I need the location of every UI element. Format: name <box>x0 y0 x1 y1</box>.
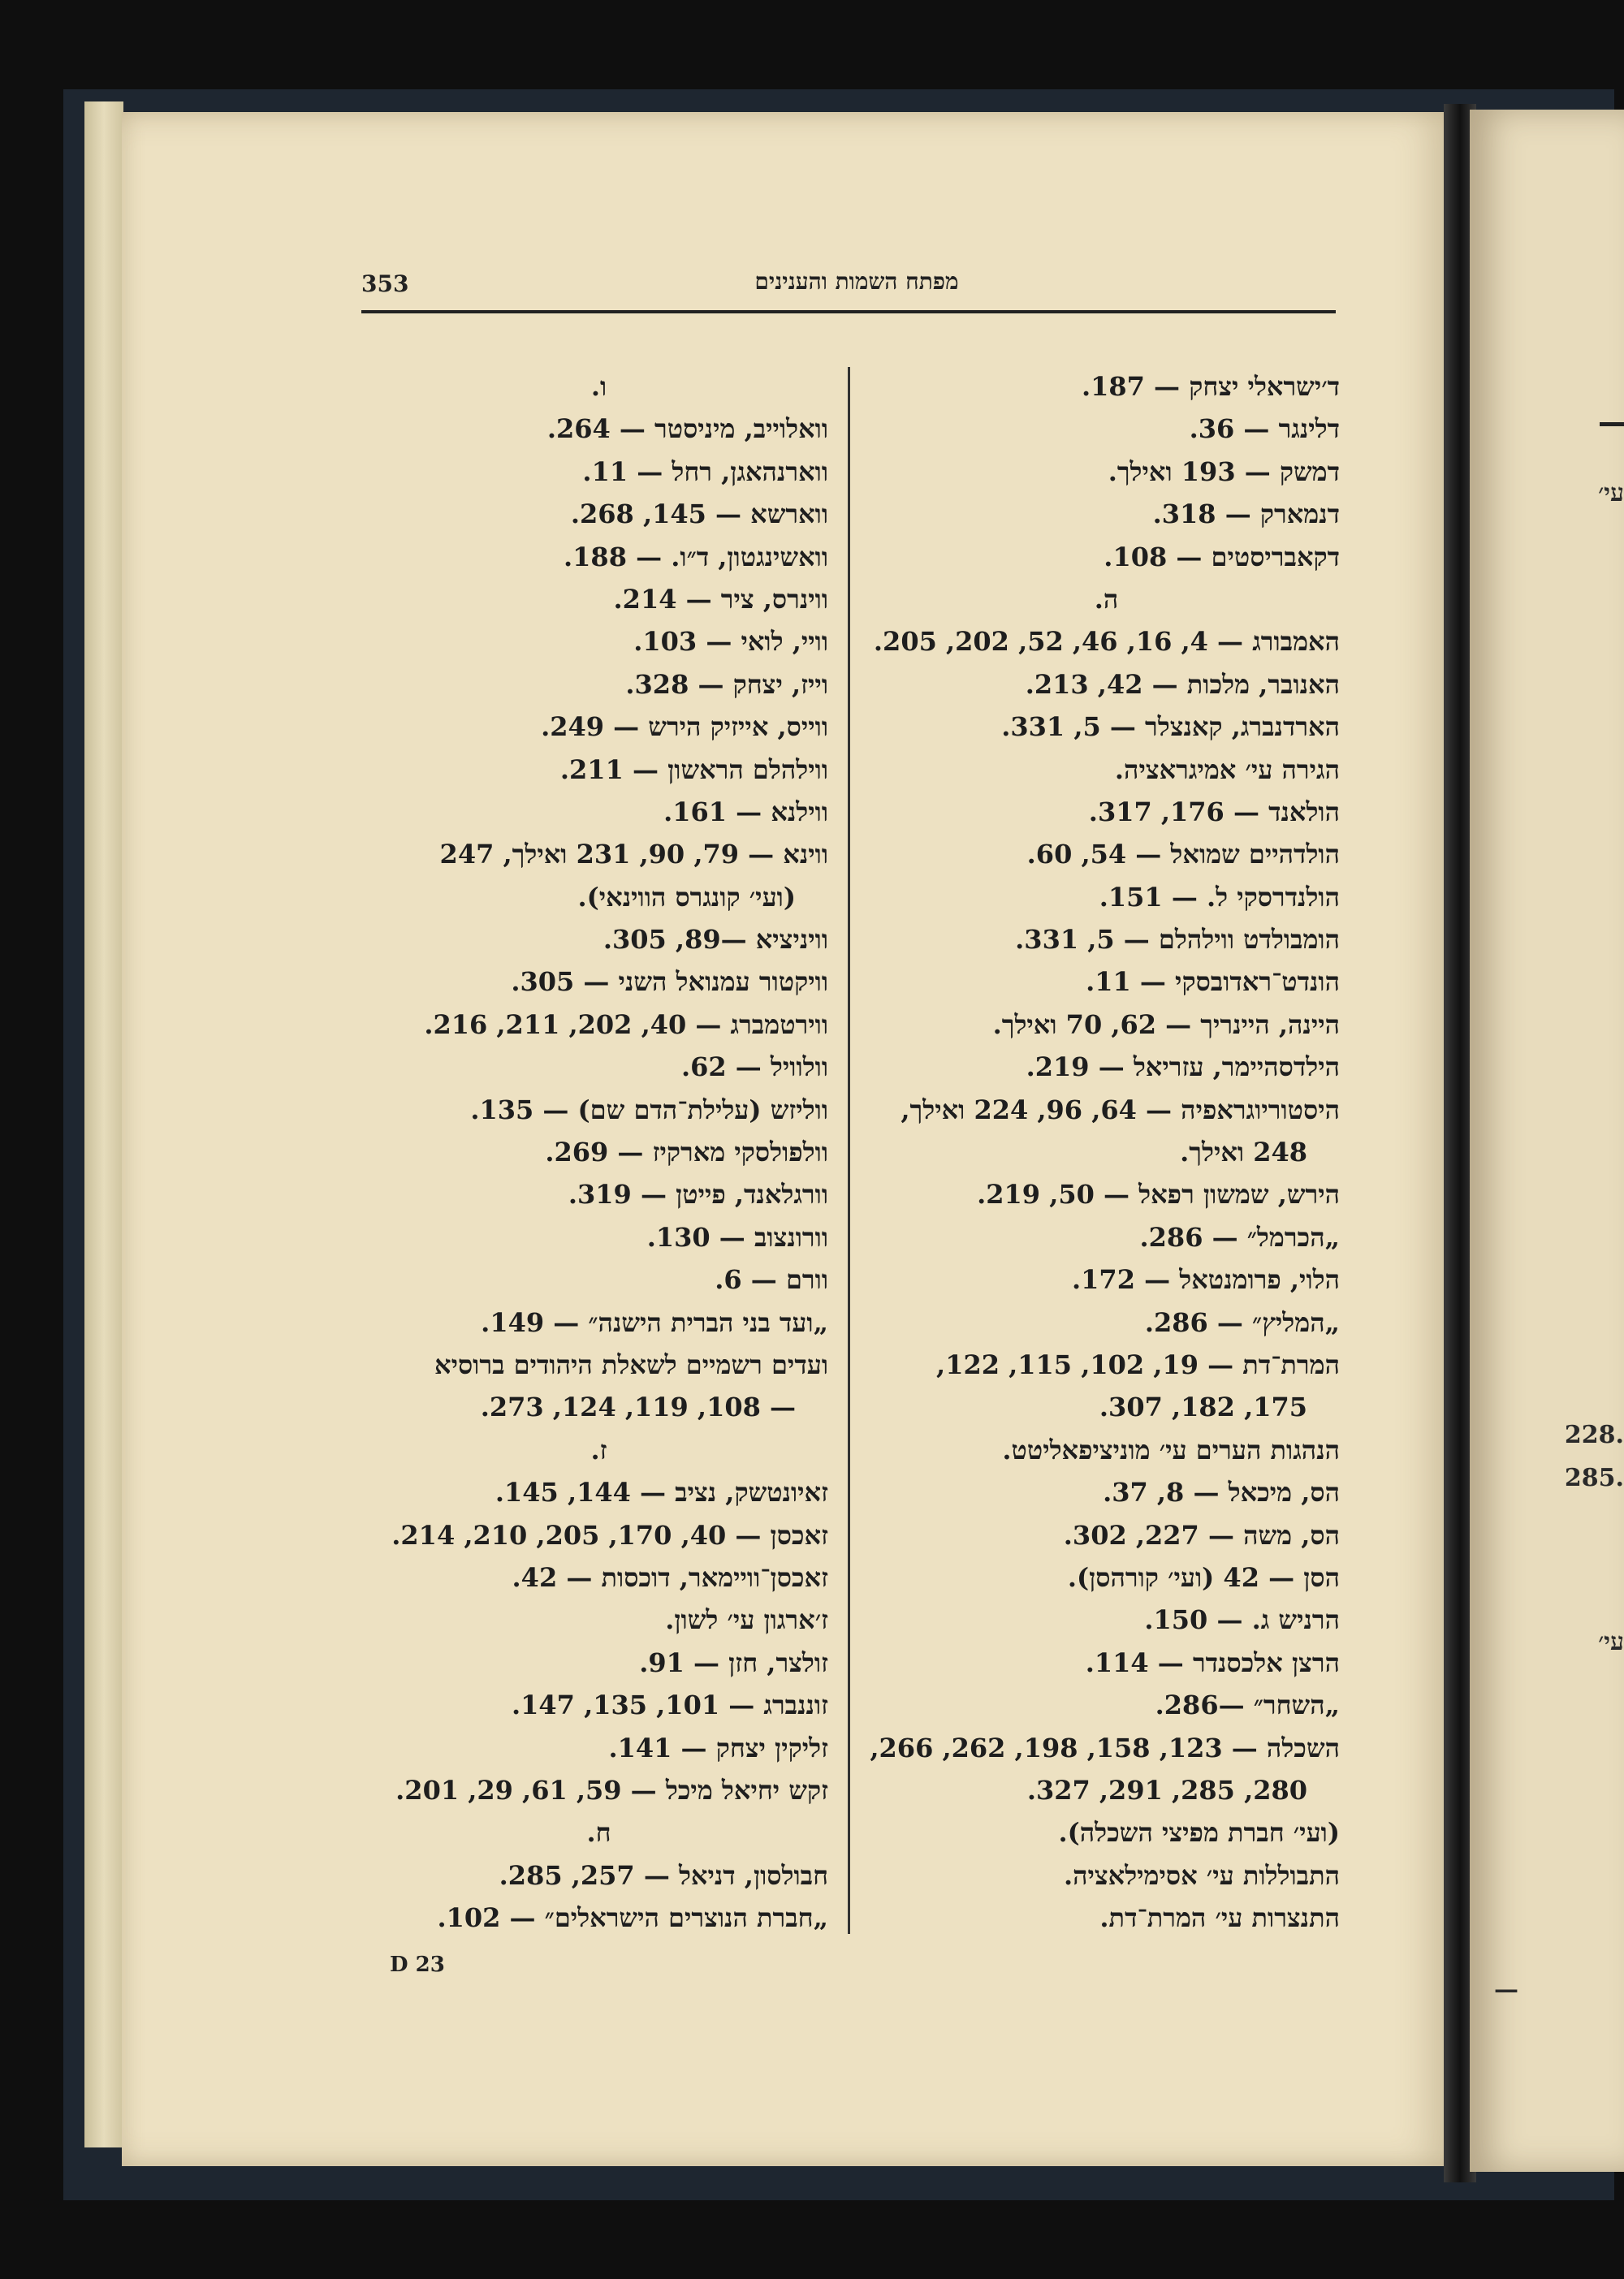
index-entry: האמבורג — 4, 16, 46, 52, 202, 205. <box>873 626 1340 658</box>
facing-page-fragment: עי׳ <box>1598 1628 1624 1656</box>
index-entry: דקאבריסטים — 108. <box>1104 541 1340 572</box>
index-entry: ד׳ישראלי יצחק — 187. <box>1081 371 1340 402</box>
facing-page-fragment: עי׳ <box>1598 479 1624 507</box>
index-entry: הגירה עי׳ אמיגראציה. <box>1114 753 1340 785</box>
section-letter: ה. <box>1094 583 1119 615</box>
facing-page-fragment: — <box>1494 1975 1518 2004</box>
index-entry: וואשינגטון, ד״ו. — 188. <box>564 541 828 572</box>
index-entry: זוננברג — 101, 135, 147. <box>512 1690 828 1721</box>
facing-page-fragment: 285. <box>1564 1464 1624 1492</box>
index-entry: „המליץ״ — 286. <box>1144 1306 1340 1338</box>
index-entry-continuation: — 108, 119, 124, 273. <box>480 1392 796 1423</box>
index-entry: היינה, היינריך — 62, 70 ואילך. <box>992 1008 1340 1040</box>
index-entry: חבולסון, דניאל — 257, 285. <box>499 1859 828 1891</box>
index-entry: „ועד בני הברית הישנה״ — 149. <box>481 1306 828 1338</box>
section-letter: ו. <box>590 371 607 402</box>
index-entry: הירש, שמשון רפאל — 50, 219. <box>977 1179 1340 1211</box>
index-entry: דלינגר — 36. <box>1189 413 1340 445</box>
index-entry-continuation: (ועי׳ קונגרס הווינאי). <box>577 881 796 913</box>
index-entry: היסטוריוגראפיה — 64, 96, 224 ואילך, <box>901 1094 1340 1125</box>
index-entry: וורם — 6. <box>715 1264 828 1296</box>
header-rule <box>361 310 1336 313</box>
index-entry: זאיונטשק, נציב — 144, 145. <box>495 1477 828 1509</box>
index-entry: הס, מיכאל — 8, 37. <box>1103 1477 1340 1509</box>
index-entry: דמשק — 193 ואילך. <box>1108 455 1340 487</box>
index-entry: ווילהלם הראשון — 211. <box>559 753 828 785</box>
index-entry: „חברת הנוצרים הישראלים״ — 102. <box>437 1902 828 1934</box>
facing-page-fragment: 228. <box>1564 1421 1624 1449</box>
page-number: 353 <box>361 270 409 297</box>
index-entry: הלוי, פרומנטאל — 172. <box>1072 1264 1340 1296</box>
index-entry: וואלוייב, מיניסטר — 264. <box>546 413 828 445</box>
index-entry: „השחר״ —286. <box>1155 1690 1340 1721</box>
index-entry: הומבולדט ווילהלם — 5, 331. <box>1015 924 1340 956</box>
index-column-right <box>870 365 1340 1939</box>
index-entry: ווארשא — 145, 268. <box>570 499 828 530</box>
index-entry: ווינרס, ציר — 214. <box>613 583 828 615</box>
index-entry: וויקטור עמנואל השני — 305. <box>511 966 828 998</box>
index-entry: המרת־דת — 19, 102, 115, 122, <box>936 1349 1340 1380</box>
index-entry: הארדנברג, קאנצלר — 5, 331. <box>1001 711 1340 743</box>
index-entry: התבוללות עי׳ אסימילאציה. <box>1063 1859 1340 1891</box>
index-entry: זקש יחיאל מיכל — 59, 61, 29, 201. <box>395 1774 828 1806</box>
section-letter: ז. <box>590 1434 607 1465</box>
facing-page-rule <box>1600 422 1624 426</box>
index-entry: וולפולסקי מארקיז — 269. <box>545 1137 828 1168</box>
index-entry: ווילנא — 161. <box>663 796 828 827</box>
facing-page <box>1470 110 1624 2172</box>
index-column-left <box>369 365 828 1939</box>
index-entry: „הכרמל״ — 286. <box>1139 1221 1340 1253</box>
index-entry: וויי, לואי — 103. <box>633 626 828 658</box>
index-entry: הס, משה — 227, 302. <box>1063 1519 1340 1551</box>
index-entry: הולאנד — 176, 317. <box>1088 796 1340 827</box>
index-entry-continuation: 280, 285, 291, 327. <box>1026 1774 1307 1806</box>
index-entry: הילדסהיימר, עזריאל — 219. <box>1026 1051 1340 1083</box>
index-entry: זליקין יצחק — 141. <box>608 1732 828 1763</box>
index-entry: זולצר, חזן — 91. <box>639 1647 828 1678</box>
index-entry: ז׳ארגון עי׳ לשון. <box>665 1604 828 1636</box>
index-entry: השכלה — 123, 158, 198, 262, 266, <box>870 1732 1340 1763</box>
page-stack-edge <box>84 101 123 2147</box>
index-entry: האנובר, מלכות — 42, 213. <box>1025 668 1340 700</box>
index-entry: הולנדרסקי ל. — 151. <box>1099 881 1340 913</box>
index-entry: (ועי׳ חברת מפיצי השכלה). <box>1058 1817 1340 1849</box>
index-entry-continuation: 175, 182, 307. <box>1099 1392 1307 1423</box>
index-entry-continuation: 248 ואילך. <box>1180 1137 1307 1168</box>
printer-signature: D 23 <box>390 1953 445 1977</box>
index-entry: ווינא — 79, 90, 231 ואילך, 247 <box>439 839 828 870</box>
index-entry: ווייס, אייזיק הירש — 249. <box>541 711 828 743</box>
section-letter: ח. <box>586 1817 611 1849</box>
index-entry: הרניש ג. — 150. <box>1144 1604 1340 1636</box>
index-entry: ווליזש (עלילת־הדם שם) — 135. <box>470 1094 828 1125</box>
index-entry: הסן — 42 (ועי׳ קורהסן). <box>1067 1561 1340 1593</box>
index-entry: הולדהיים שמואל — 54, 60. <box>1026 839 1340 870</box>
index-entry: התנצרות עי׳ המרת־דת. <box>1099 1902 1340 1934</box>
index-entry: וייז, יצחק — 328. <box>625 668 828 700</box>
index-entry: וורונצוב — 130. <box>646 1221 828 1253</box>
index-entry: וורגלאנד, פייטן — 319. <box>568 1179 828 1211</box>
index-entry: וויניציא —89, 305. <box>603 924 828 956</box>
index-entry: זאכסן־וויימאר, דוכסות — 42. <box>512 1561 828 1593</box>
running-title: מפתח השמות והענינים <box>754 268 959 295</box>
index-entry: ווירטמברג — 40, 202, 211, 216. <box>424 1008 828 1040</box>
index-entry: ווארנהאגן, רחל — 11. <box>582 455 828 487</box>
column-divider <box>848 367 850 1934</box>
index-entry: ועדים רשמיים לשאלת היהודים ברוסיא <box>434 1349 828 1380</box>
index-entry: דנמארק — 318. <box>1152 499 1340 530</box>
index-entry: וולוויל — 62. <box>680 1051 828 1083</box>
index-entry: הנהגות הערים עי׳ מוניציפאליטט. <box>1002 1434 1340 1465</box>
index-entry: הונדט־ראדובסקי — 11. <box>1086 966 1340 998</box>
index-entry: הרצן אלכסנדר — 114. <box>1085 1647 1340 1678</box>
index-entry: זאכסן — 40, 170, 205, 210, 214. <box>391 1519 828 1551</box>
